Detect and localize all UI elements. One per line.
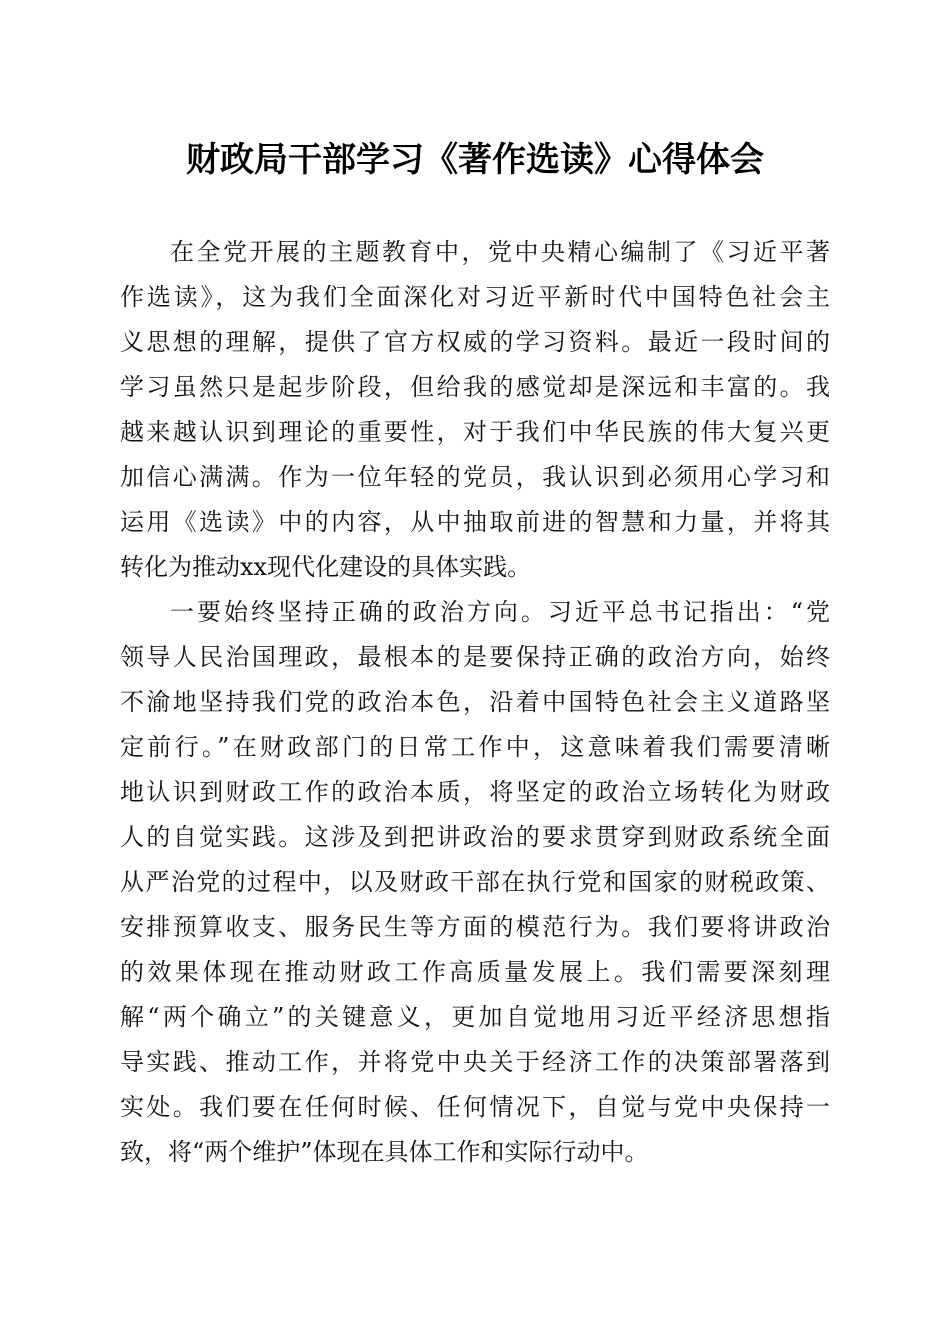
paragraph-2-line-5: 地认识到财政工作的政治本质，将坚定的政治立场转化为财政: [120, 778, 830, 806]
paragraph-1-line-6: 加信心满满。作为一位年轻的党员，我认识到必须用心学习和: [120, 463, 830, 491]
paragraph-1-line-7: 运用《选读》中的内容，从中抽取前进的智慧和力量，并将其: [120, 508, 830, 536]
paragraph-2-line-6: 人的自觉实践。这涉及到把讲政治的要求贯穿到财政系统全面: [120, 823, 830, 851]
paragraph-1-line-3: 义思想的理解，提供了官方权威的学习资料。最近一段时间的: [120, 328, 830, 356]
paragraph-1-line-4: 学习虽然只是起步阶段，但给我的感觉却是深远和丰富的。我: [120, 373, 830, 401]
paragraph-2-line-3: 不渝地坚持我们党的政治本色，沿着中国特色社会主义道路坚: [120, 688, 830, 716]
paragraph-2-line-8: 安排预算收支、服务民生等方面的模范行为。我们要将讲政治: [120, 913, 830, 941]
paragraph-2-line-2: 领导人民治国理政，最根本的是要保持正确的政治方向，始终: [120, 643, 830, 671]
paragraph-1-line-2: 作选读》，这为我们全面深化对习近平新时代中国特色社会主: [120, 283, 830, 311]
paragraph-2-line-1: 一要始终坚持正确的政治方向。习近平总书记指出：“党: [170, 598, 830, 626]
paragraph-2-line-9: 的效果体现在推动财政工作高质量发展上。我们需要深刻理: [120, 958, 830, 986]
paragraph-2-line-7: 从严治党的过程中，以及财政干部在执行党和国家的财税政策、: [120, 868, 830, 896]
document-body: [120, 230, 830, 1175]
paragraph-2-line-13: 致，将“两个维护”体现在具体工作和实际行动中。: [120, 1138, 649, 1166]
paragraph-2-line-10: 解“两个确立”的关键意义，更加自觉地用习近平经济思想指: [120, 1003, 830, 1031]
paragraph-2-line-4: 定前行。”在财政部门的日常工作中，这意味着我们需要清晰: [120, 733, 830, 761]
paragraph-1-line-8: 转化为推动xx现代化建设的具体实践。: [120, 553, 532, 581]
document-title: 财政局干部学习《著作选读》心得体会: [186, 140, 764, 180]
paragraph-2-line-11: 导实践、推动工作，并将党中央关于经济工作的决策部署落到: [120, 1048, 830, 1076]
paragraph-1-line-5: 越来越认识到理论的重要性，对于我们中华民族的伟大复兴更: [120, 418, 830, 446]
paragraph-1-line-1: 在全党开展的主题教育中，党中央精心编制了《习近平著: [170, 238, 830, 266]
paragraph-2-line-12: 实处。我们要在任何时候、任何情况下，自觉与党中央保持一: [120, 1093, 830, 1121]
